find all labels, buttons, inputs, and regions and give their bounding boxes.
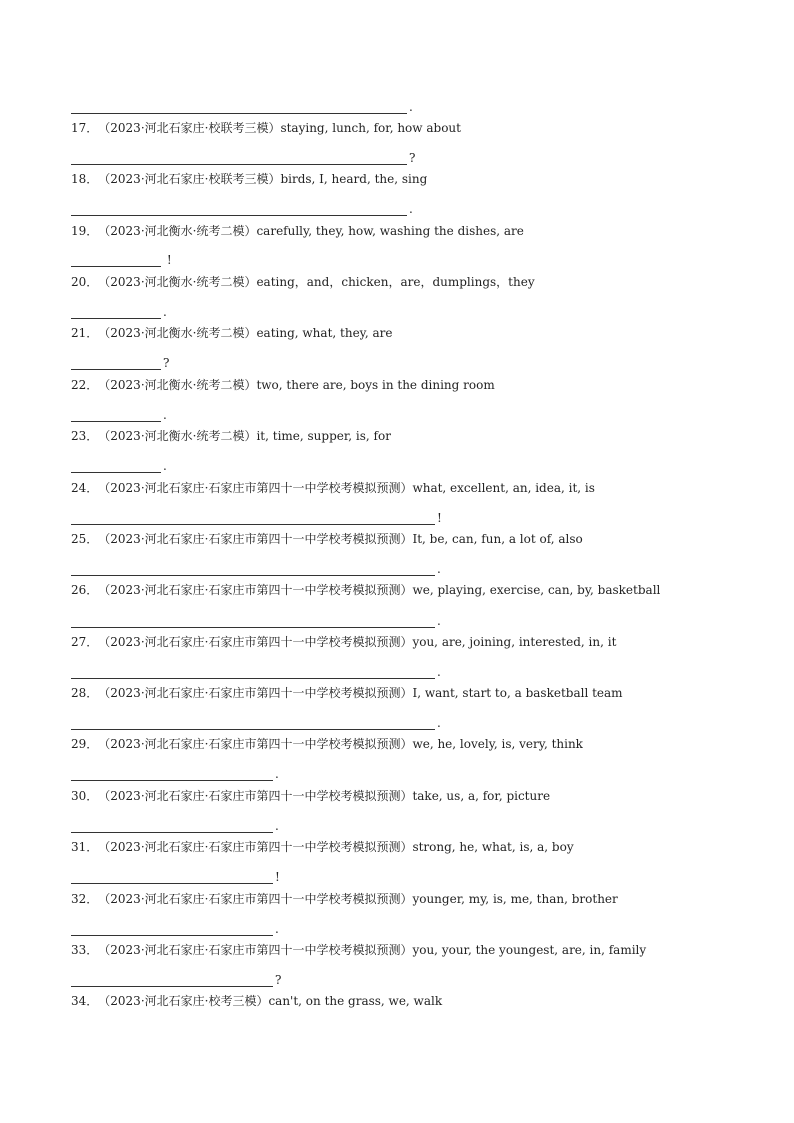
question-number: 21． — [71, 326, 99, 340]
question-number: 26． — [71, 583, 99, 597]
question-number: 33． — [71, 943, 99, 957]
answer-end-mark: ! — [437, 511, 442, 525]
question-source: （2023·河北衡水·统考二模） — [98, 378, 257, 392]
question-27 — [71, 634, 616, 650]
answer-line-28[interactable] — [71, 711, 441, 730]
answer-line-18[interactable] — [71, 197, 413, 216]
question-words: It, be, can, fun, a lot of, also — [412, 532, 583, 546]
question-number: 25． — [71, 532, 99, 546]
answer-line-27[interactable] — [71, 660, 441, 679]
answer-end-mark: . — [275, 767, 279, 781]
question-source: （2023·河北石家庄·石家庄市第四十一中学校考模拟预测） — [98, 737, 413, 751]
answer-end-mark: . — [163, 408, 167, 422]
question-24 — [71, 480, 595, 496]
question-source: （2023·河北石家庄·石家庄市第四十一中学校考模拟预测） — [98, 481, 413, 495]
answer-end-mark: . — [163, 459, 167, 473]
question-number: 17． — [71, 121, 99, 135]
answer-end-mark: ? — [275, 973, 282, 987]
answer-end-mark: . — [409, 100, 413, 114]
answer-end-mark: . — [437, 716, 441, 730]
question-23 — [71, 428, 391, 444]
question-words: we, he, lovely, is, very, think — [412, 737, 583, 751]
question-22 — [71, 377, 495, 393]
question-words: staying, lunch, for, how about — [280, 121, 461, 135]
question-source: （2023·河北衡水·统考二模） — [98, 326, 257, 340]
question-18 — [71, 171, 427, 187]
question-source: （2023·河北衡水·统考二模） — [98, 429, 257, 443]
answer-end-mark: . — [437, 562, 441, 576]
question-source: （2023·河北石家庄·校联考三模） — [98, 121, 281, 135]
question-number: 23． — [71, 429, 99, 443]
question-words: what, excellent, an, idea, it, is — [412, 481, 595, 495]
question-source: （2023·河北石家庄·石家庄市第四十一中学校考模拟预测） — [98, 789, 413, 803]
answer-line-29[interactable] — [71, 762, 279, 781]
answer-end-mark: . — [437, 665, 441, 679]
question-source: （2023·河北石家庄·校考三模） — [98, 994, 269, 1008]
question-source: （2023·河北石家庄·石家庄市第四十一中学校考模拟预测） — [98, 943, 413, 957]
question-33 — [71, 942, 646, 958]
answer-line-22[interactable] — [71, 403, 167, 422]
question-number: 27． — [71, 635, 99, 649]
question-19 — [71, 223, 524, 239]
question-words: take, us, a, for, picture — [412, 789, 551, 803]
question-26 — [71, 582, 660, 598]
answer-end-mark: . — [275, 819, 279, 833]
question-source: （2023·河北石家庄·石家庄市第四十一中学校考模拟预测） — [98, 635, 413, 649]
question-number: 20． — [71, 275, 99, 289]
answer-end-mark: ! — [275, 870, 280, 884]
question-number: 34． — [71, 994, 99, 1008]
question-number: 29． — [71, 737, 99, 751]
question-source: （2023·河北石家庄·校联考三模） — [98, 172, 281, 186]
question-source: （2023·河北石家庄·石家庄市第四十一中学校考模拟预测） — [98, 583, 413, 597]
question-words: eating, what, they, are — [256, 326, 393, 340]
answer-line-26[interactable] — [71, 609, 441, 628]
question-words: younger, my, is, me, than, brother — [412, 892, 618, 906]
question-17 — [71, 120, 461, 136]
question-30 — [71, 788, 550, 804]
question-words: it, time, supper, is, for — [256, 429, 391, 443]
answer-line-33[interactable] — [71, 968, 282, 987]
question-words: we, playing, exercise, can, by, basketball — [412, 583, 661, 597]
question-words: you, are, joining, interested, in, it — [412, 635, 617, 649]
answer-end-mark: ! — [163, 253, 172, 267]
question-words: strong, he, what, is, a, boy — [412, 840, 574, 854]
answer-line-31[interactable] — [71, 865, 280, 884]
question-words: birds, I, heard, the, sing — [280, 172, 428, 186]
answer-line-32[interactable] — [71, 917, 279, 936]
question-number: 30． — [71, 789, 99, 803]
question-source: （2023·河北衡水·统考二模） — [98, 224, 257, 238]
answer-line-25[interactable] — [71, 557, 441, 576]
question-source: （2023·河北石家庄·石家庄市第四十一中学校考模拟预测） — [98, 532, 413, 546]
question-words: can't, on the grass, we, walk — [268, 994, 443, 1008]
question-28 — [71, 685, 623, 701]
question-source: （2023·河北石家庄·石家庄市第四十一中学校考模拟预测） — [98, 686, 413, 700]
answer-end-mark: . — [437, 614, 441, 628]
question-source: （2023·河北衡水·统考二模） — [98, 275, 257, 289]
question-words: carefully, they, how, washing the dishes, are — [256, 224, 524, 238]
question-29 — [71, 736, 583, 752]
question-number: 18． — [71, 172, 99, 186]
question-number: 32． — [71, 892, 99, 906]
question-words: I, want, start to, a basketball team — [412, 686, 623, 700]
question-34 — [71, 993, 442, 1009]
question-number: 31． — [71, 840, 99, 854]
question-number: 24． — [71, 481, 99, 495]
question-32 — [71, 891, 618, 907]
question-words: two, there are, boys in the dining room — [256, 378, 495, 392]
question-20 — [71, 274, 535, 290]
answer-line-30[interactable] — [71, 814, 279, 833]
question-number: 28． — [71, 686, 99, 700]
answer-line-21[interactable] — [71, 351, 170, 370]
question-number: 22． — [71, 378, 99, 392]
answer-line-19[interactable] — [71, 248, 172, 267]
question-21 — [71, 325, 392, 341]
question-source: （2023·河北石家庄·石家庄市第四十一中学校考模拟预测） — [98, 840, 413, 854]
question-31 — [71, 839, 574, 855]
answer-line-23[interactable] — [71, 454, 167, 473]
answer-end-mark: . — [275, 922, 279, 936]
question-words: eating，and，chicken，are，dumplings，they — [256, 275, 535, 289]
answer-line-20[interactable] — [71, 300, 167, 319]
answer-end-mark: ? — [163, 356, 170, 370]
question-25 — [71, 531, 583, 547]
answer-line[interactable] — [71, 95, 413, 114]
answer-line-24[interactable] — [71, 506, 442, 525]
question-words: you, your, the youngest, are, in, family — [412, 943, 647, 957]
answer-end-mark: . — [409, 202, 413, 216]
answer-end-mark: ? — [409, 151, 416, 165]
question-number: 19． — [71, 224, 99, 238]
answer-end-mark: . — [163, 305, 167, 319]
answer-line-17[interactable] — [71, 146, 416, 165]
question-source: （2023·河北石家庄·石家庄市第四十一中学校考模拟预测） — [98, 892, 413, 906]
